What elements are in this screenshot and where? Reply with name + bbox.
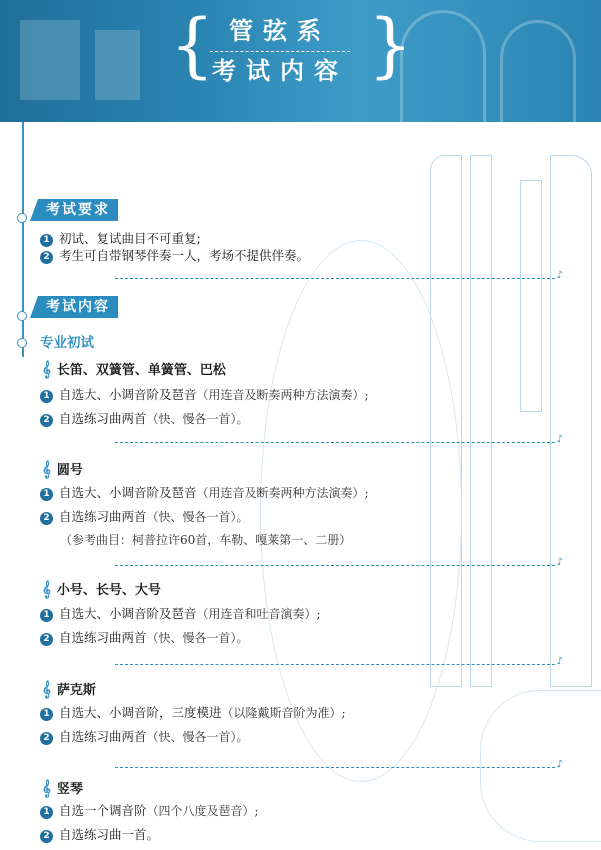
item-note: （快、慢各一首）。 [146,730,249,744]
instrument-item [40,802,259,820]
item-text: 自选大、小调音阶，三度模进 [59,705,222,720]
instrument-item [40,386,369,404]
left-brace: { [170,4,215,86]
item-note: （快、慢各一首）。 [146,510,249,524]
divider [115,442,555,443]
instrument-item [40,508,249,526]
number-badge: 1 [40,806,53,819]
instrument-name: 竖琴 [56,782,83,797]
instrument-name: 小号、长号、大号 [56,583,161,598]
building-window [95,30,140,100]
building-arch [400,10,486,122]
item-text: 自选大、小调音阶及琶音 [59,387,197,402]
instrument-heading [42,778,83,798]
treble-clef-icon: 𝄞 [42,460,51,478]
item-note: （快、慢各一首）。 [146,412,249,426]
instrument-name: 长笛、双簧管、单簧管、巴松 [56,363,226,378]
number-badge: 1 [40,708,53,721]
item-note: （四个八度及琶音）; [146,804,259,818]
header-banner [0,0,601,122]
right-brace: } [368,4,413,86]
instrument-heading [42,679,96,699]
title-line-1: 管弦系 [229,17,331,45]
item-note: （用连音及断奏两种方法演奏）; [196,388,369,402]
divider [115,278,555,279]
timeline-dot [17,338,27,348]
number-badge: 2 [40,830,53,843]
item-text: 自选练习曲两首 [59,509,147,524]
item-note: （用连音及断奏两种方法演奏）; [196,486,369,500]
banner-title [180,6,380,88]
number-badge: 2 [40,512,53,525]
instrument-item [40,410,249,428]
title-separator [210,51,350,52]
reference-repertoire: （参考曲目：柯普拉许60首，车勒、嘎莱第一、二册） [60,533,352,547]
title-line-2: 考试内容 [212,57,348,85]
item-note: （用连音和吐音演奏）; [196,607,321,621]
deco-curve [480,690,601,842]
number-badge: 1 [40,488,53,501]
round-title: 专业初试 [40,335,94,351]
divider [115,565,555,566]
item-note: （以隆戴斯音阶为准）; [221,706,346,720]
instrument-name: 萨克斯 [56,683,96,698]
instrument-item [40,629,249,647]
section-content: 考试内容 [38,296,118,318]
item-text: 自选练习曲两首 [59,630,147,645]
divider [115,664,555,665]
instrument-heading [42,459,83,479]
deco-stripe [520,180,542,412]
instrument-item [40,728,249,746]
number-badge: 2 [40,414,53,427]
treble-clef-icon: 𝄞 [42,779,51,797]
instrument-heading [42,579,161,599]
treble-clef-icon: 𝄞 [42,360,51,378]
timeline-dot [17,213,27,223]
timeline-dot [17,311,27,321]
instrument-item [40,484,369,502]
requirement-text: 初试、复试曲目不可重复; [59,231,201,246]
treble-clef-icon: 𝄞 [42,580,51,598]
deco-stripe [550,155,592,687]
timeline-line [22,122,24,357]
building-window [20,20,80,100]
number-badge: 1 [40,609,53,622]
number-badge: 2 [40,251,53,264]
item-text: 自选练习曲两首 [59,729,147,744]
number-badge: 2 [40,732,53,745]
instrument-item [40,704,346,722]
item-text: 自选一个调音阶 [59,803,147,818]
item-text: 自选练习曲一首。 [59,827,160,842]
item-note: （快、慢各一首）。 [146,631,249,645]
deco-curve [260,240,462,782]
deco-stripe [470,155,492,687]
instrument-item [40,826,159,844]
number-badge: 1 [40,234,53,247]
requirement-2 [40,247,309,265]
divider [115,767,555,768]
item-text: 自选大、小调音阶及琶音 [59,485,197,500]
section-requirements: 考试要求 [38,199,118,221]
item-text: 自选大、小调音阶及琶音 [59,606,197,621]
building-arch [500,20,576,122]
item-text: 自选练习曲两首 [59,411,147,426]
number-badge: 2 [40,633,53,646]
treble-clef-icon: 𝄞 [42,680,51,698]
requirement-text: 考生可自带钢琴伴奏一人，考场不提供伴奏。 [59,248,310,263]
instrument-name: 圆号 [56,463,83,478]
instrument-heading [42,359,226,379]
requirement-1 [40,230,201,248]
number-badge: 1 [40,390,53,403]
instrument-item [40,605,321,623]
